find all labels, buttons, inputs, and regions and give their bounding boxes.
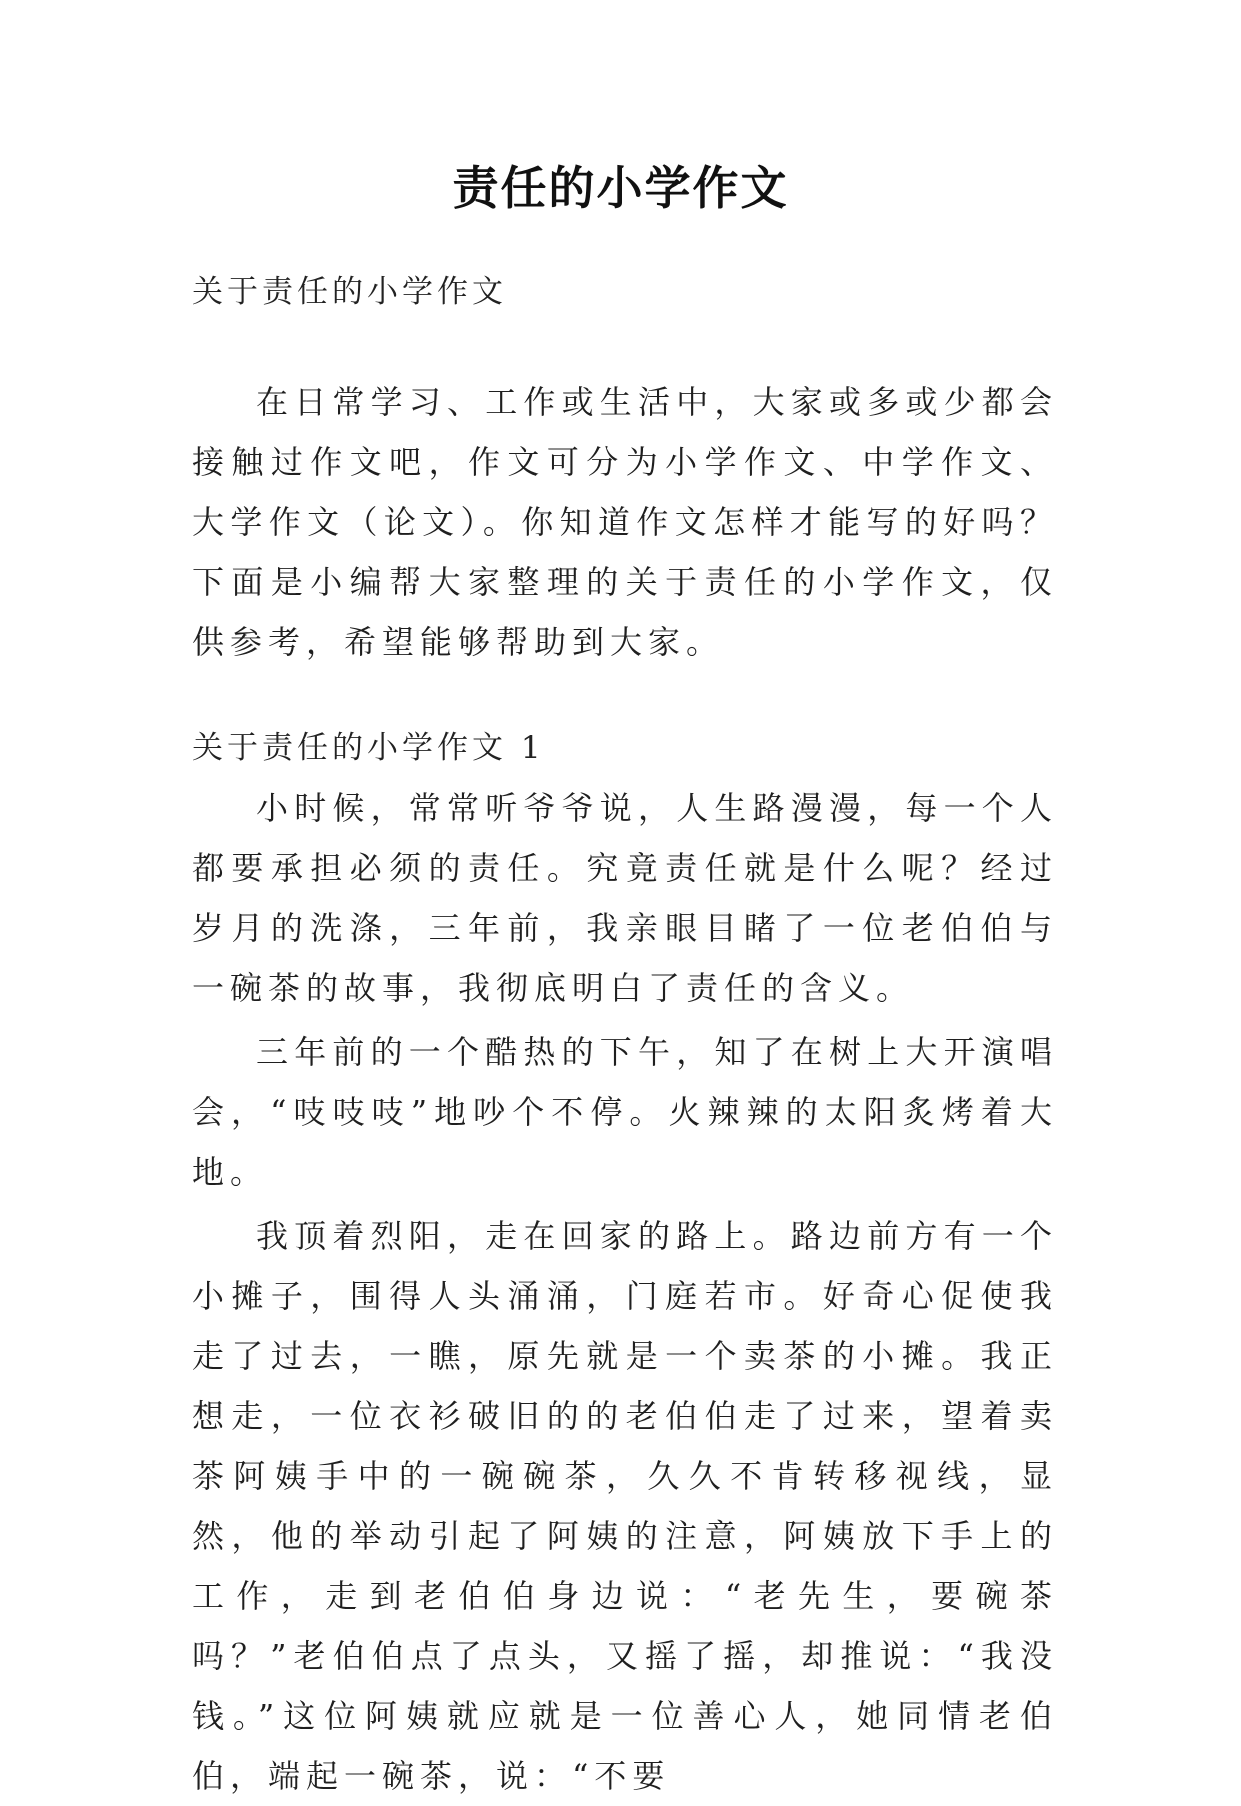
body-paragraph-3: 我顶着烈阳，走在回家的路上。路边前方有一个小摊子，围得人头涌涌，门庭若市。好奇心促使我走了过去，一瞧，原先就是一个卖茶的小摊。我正想走，一位衣衫破旧的的老伯伯走了过来，望着卖茶阿姨手中的一碗碗茶，久久不肯转移视线，显然，他的举动引起了阿姨的注意，阿姨放下手上的工作，走到老伯伯身边说：“老先生，要碗茶吗？”老伯伯点了点头，又摇了摇，却推说：“我没钱。”这位阿姨就应就是一位善心人，她同情老伯伯，端起一碗茶，说：“不要	[192, 1217, 1058, 1795]
document-subtitle: 关于责任的小学作文	[192, 274, 507, 310]
intro-paragraph: 在日常学习、工作或生活中，大家或多或少都会接触过作文吧，作文可分为小学作文、中学作文、大学作文（论文）。你知道作文怎样才能写的好吗？下面是小编帮大家整理的关于责任的小学作文，仅供参考，希望能够帮助到大家。	[192, 383, 1058, 661]
document-title: 责任的小学作文	[452, 161, 789, 215]
document-body	[192, 262, 1058, 1806]
body-paragraph-2: 三年前的一个酷热的下午，知了在树上大开演唱会，“吱吱吱”地吵个不停。火辣辣的太阳炙烤着大地。	[192, 1033, 1058, 1191]
spacer	[192, 672, 1058, 718]
section-heading: 关于责任的小学作文 1	[192, 730, 545, 766]
body-paragraph-1: 小时候，常常听爷爷说，人生路漫漫，每一个人都要承担必须的责任。究竟责任就是什么呢？经过岁月的洗涤，三年前，我亲眼目睹了一位老伯伯与一碗茶的故事，我彻底明白了责任的含义。	[192, 789, 1058, 1007]
spacer	[192, 322, 1058, 372]
